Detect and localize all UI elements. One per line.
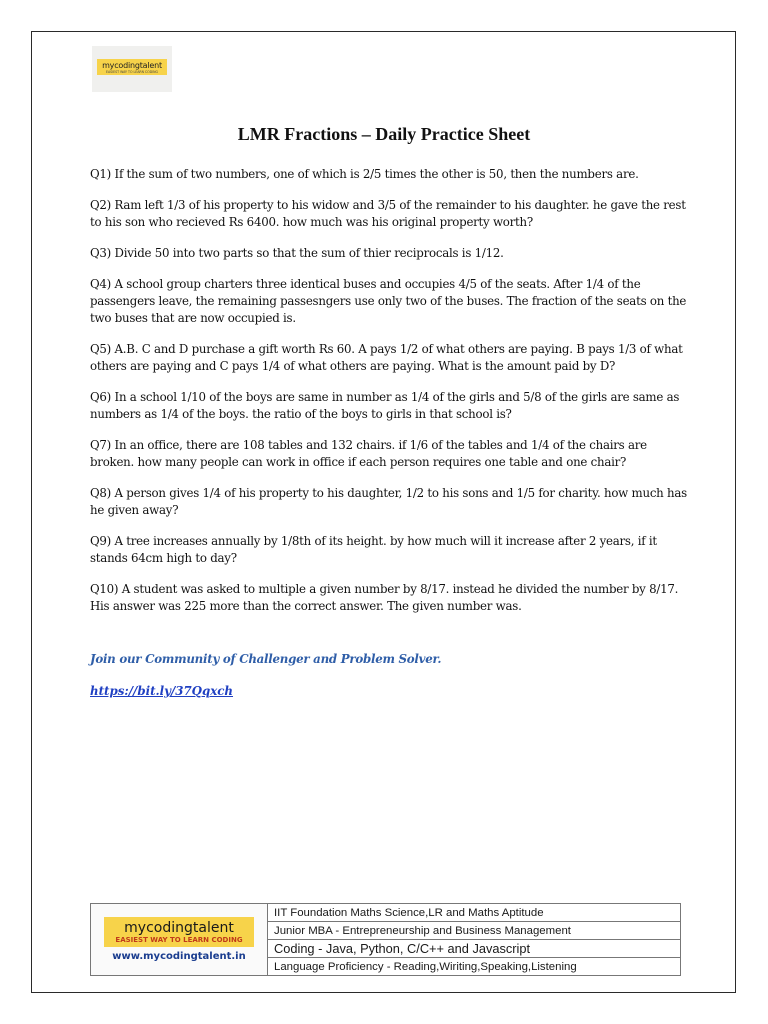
- footer-logo-badge: [104, 917, 254, 947]
- footer-course-list: [268, 904, 680, 975]
- question-8: Q8) A person gives 1/4 of his property to his daughter, 1/2 to his sons and 1/5 for charity. how much has he given away?: [90, 486, 687, 517]
- question-3: Q3) Divide 50 into two parts so that the sum of thier reciprocals is 1/12.: [90, 246, 504, 260]
- logo-tagline: EASIEST WAY TO LEARN CODING: [105, 70, 159, 74]
- question-10: Q10) A student was asked to multiple a given number by 8/17. instead he divided the number by 8/17. His answer was 225 more than the correct answer. The given number was.: [90, 582, 679, 613]
- logo-badge: [97, 59, 167, 75]
- question-1: Q1) If the sum of two numbers, one of which is 2/5 times the other is 50, then the numbers are.: [90, 167, 639, 181]
- question-4: Q4) A school group charters three identical buses and occupies 4/5 of the seats. After 1/4 of the passengers leave, the remaining passesngers use only two of the buses. The fraction of the seats on the two buses that are now occupied is.: [90, 277, 687, 325]
- footer-brand-text: mycodingtalent: [124, 920, 234, 936]
- footer-tagline: EASIEST WAY TO LEARN CODING: [115, 936, 243, 944]
- footer-logo: [91, 904, 268, 975]
- footer-course-1: IIT Foundation Maths Science,LR and Maths Aptitude: [268, 904, 680, 922]
- question-9: Q9) A tree increases annually by 1/8th of its height. by how much will it increase after 2 years, if it stands 64cm high to day?: [90, 534, 657, 565]
- footer-course-2: Junior MBA - Entrepreneurship and Business Management: [268, 922, 680, 940]
- footer-course-4: Language Proficiency - Reading,Wiriting,Speaking,Listening: [274, 960, 577, 973]
- question-6: Q6) In a school 1/10 of the boys are same in number as 1/4 of the girls and 5/8 of the girls are same as numbers as 1/4 of the boys. the ratio of the boys to girls in that school is?: [90, 390, 680, 421]
- footer-website: www.mycodingtalent.in: [112, 951, 246, 962]
- question-5: Q5) A.B. C and D purchase a gift worth Rs 60. A pays 1/2 of what others are paying. B pays 1/3 of what others are paying and C pays 1/4 of what others are paying. What is the amount paid by D?: [90, 342, 683, 373]
- footer-banner: [90, 903, 681, 976]
- footer-course-3: Coding - Java, Python, C/C++ and Javascript: [268, 940, 680, 958]
- question-list: [90, 166, 690, 629]
- community-link[interactable]: https://bit.ly/37Qqxch: [90, 684, 234, 698]
- logo-brand-text: mycodingtalent: [102, 61, 162, 70]
- header-logo: [92, 46, 172, 92]
- question-7: Q7) In an office, there are 108 tables and 132 chairs. if 1/6 of the tables and 1/4 of the chairs are broken. how many people can work in office if each person requires one table and one chair?: [90, 438, 647, 469]
- page-title: LMR Fractions – Daily Practice Sheet: [237, 124, 531, 144]
- community-invite-text: Join our Community of Challenger and Problem Solver.: [90, 652, 442, 666]
- question-2: Q2) Ram left 1/3 of his property to his widow and 3/5 of the remainder to his daughter. he gave the rest to his son who recieved Rs 6400. how much was his original property worth?: [90, 198, 686, 229]
